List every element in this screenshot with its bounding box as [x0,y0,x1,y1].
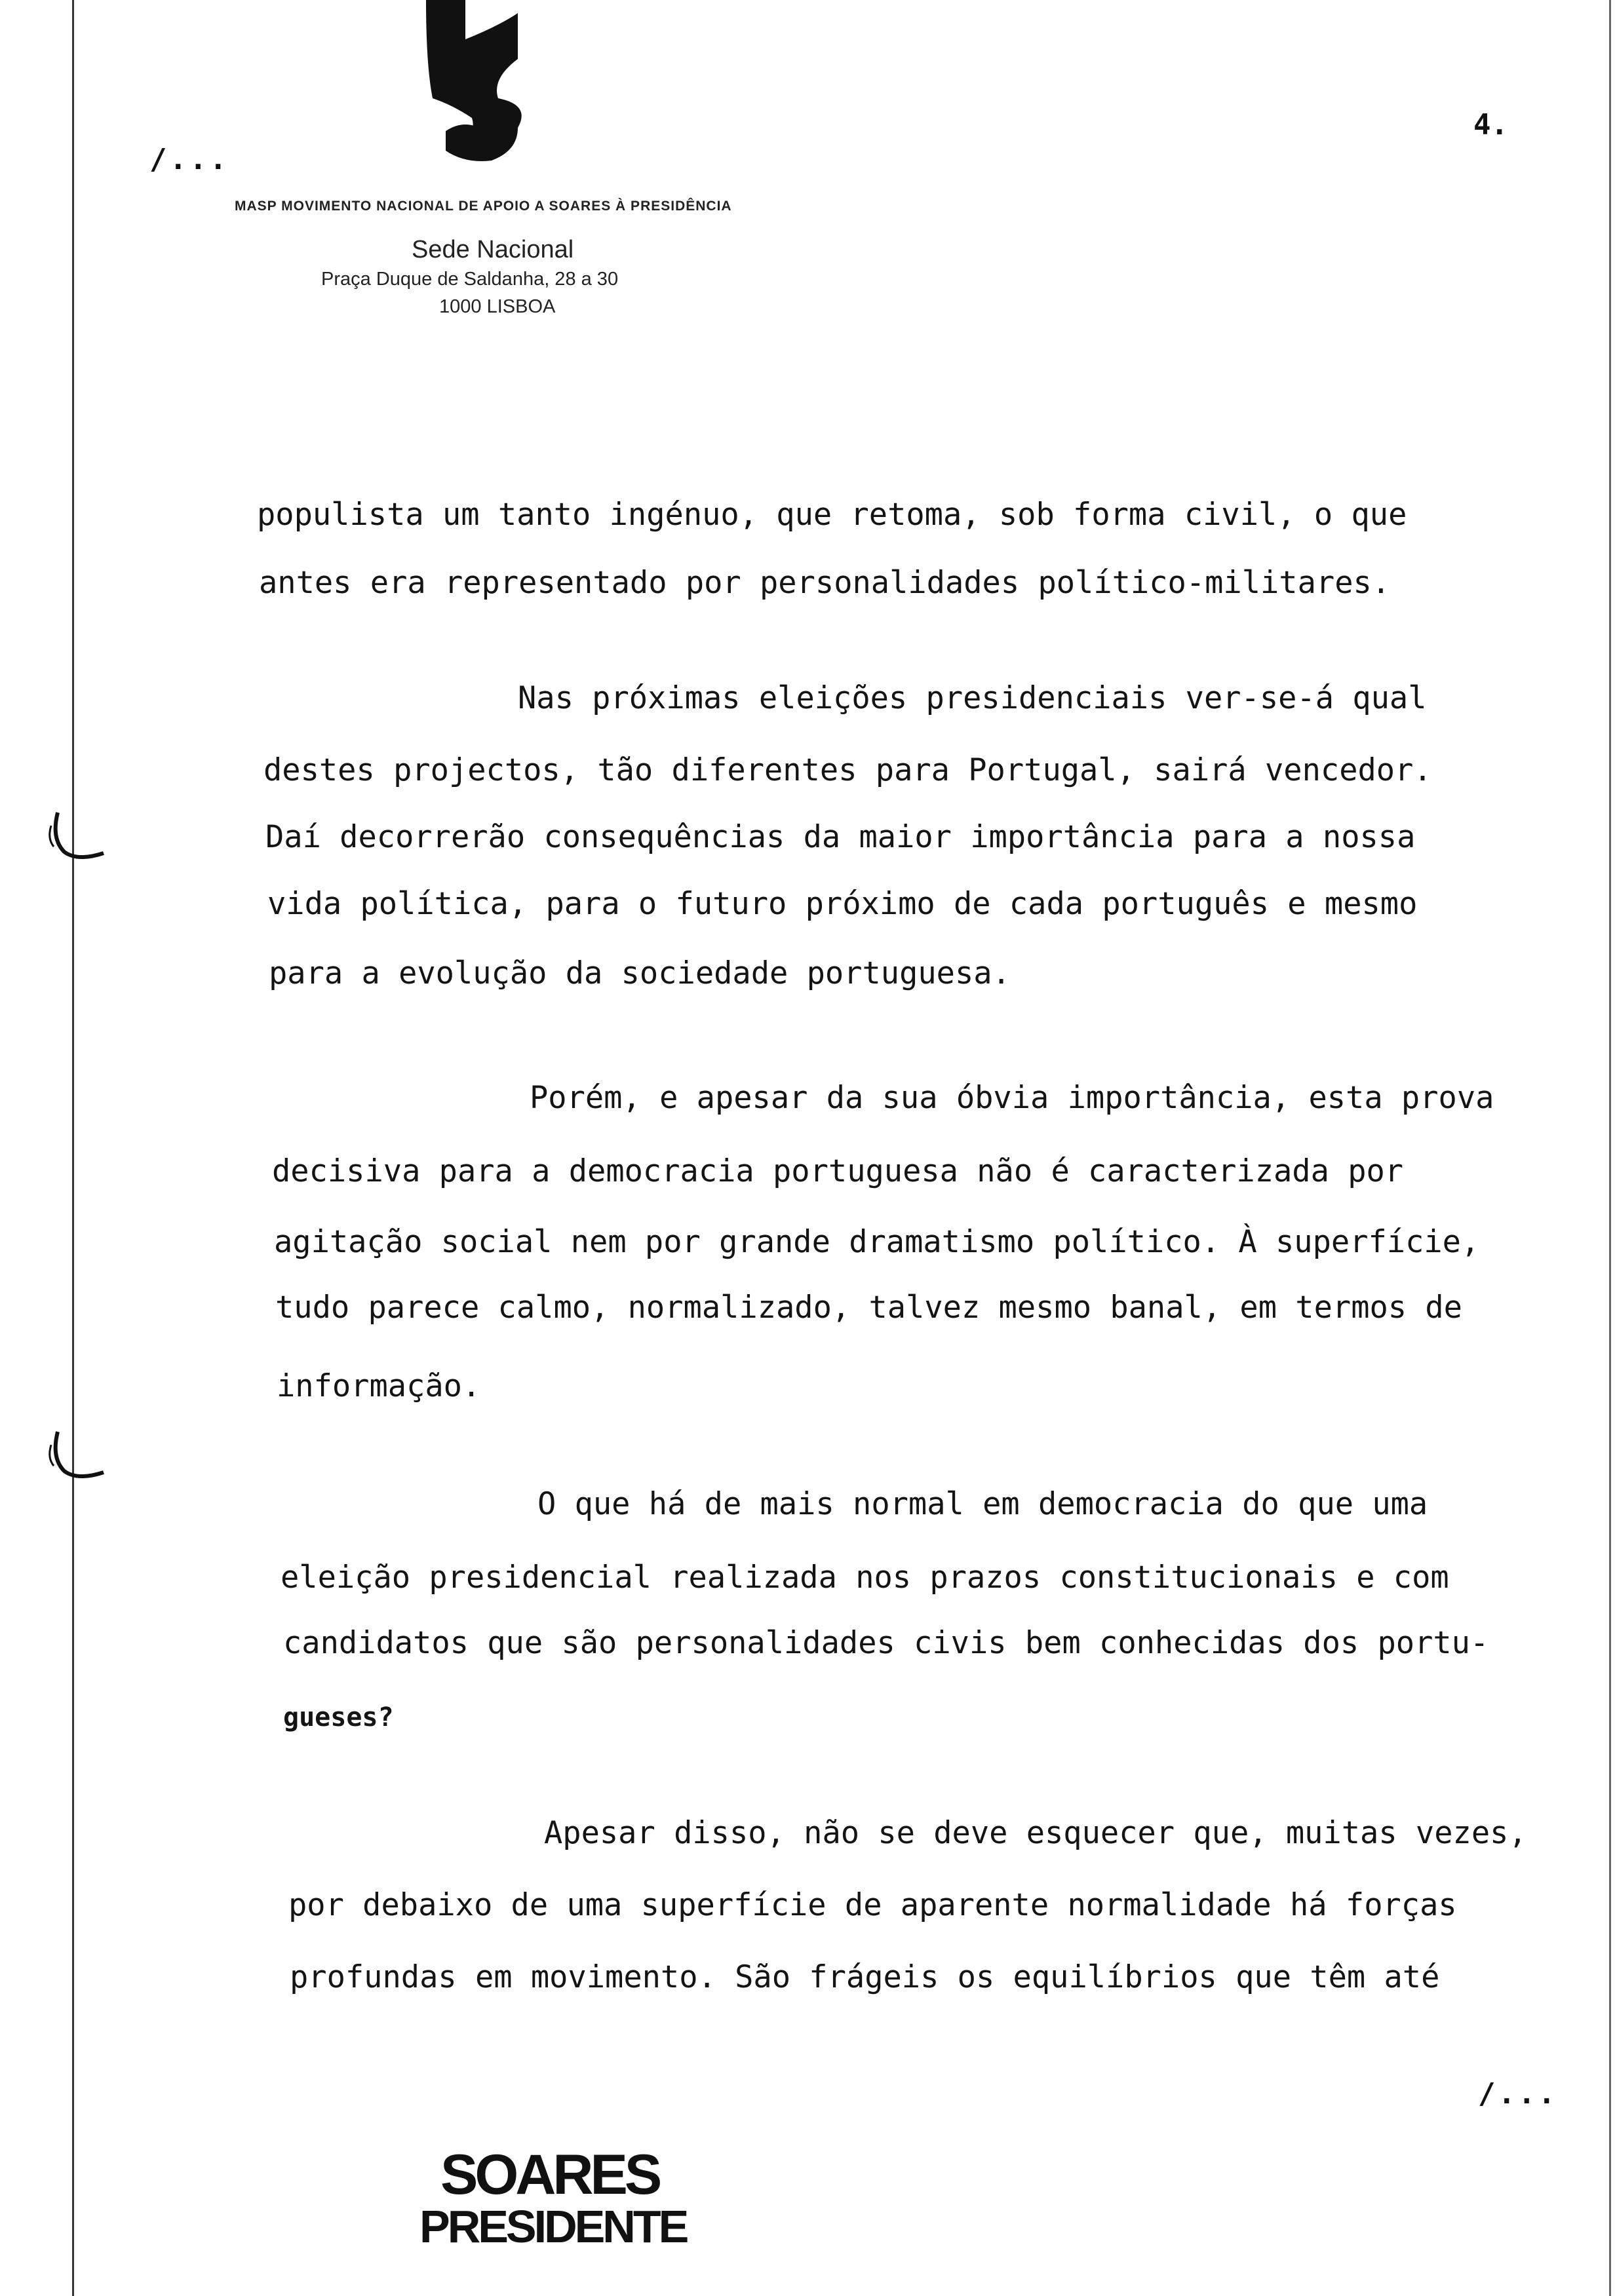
page-number: 4. [1473,108,1508,142]
body-line: decisiva para a democracia portuguesa não é caracterizada por [272,1153,1404,1189]
office-title: Sede Nacional [412,236,574,263]
body-line: gueses? [283,1702,394,1732]
margin-bracket-icon [38,1425,110,1484]
address-line-1: Praça Duque de Saldanha, 28 a 30 [321,269,619,290]
body-line: agitação social nem por grande dramatismo político. À superfície, [274,1224,1480,1260]
body-line: Porém, e apesar da sua óbvia importância, esta prova [530,1080,1494,1116]
continuation-mark-top: /... [149,143,229,176]
body-line: candidatos que são personalidades civis bem conhecidas dos portu- [283,1625,1489,1661]
brand-presidente: PRESIDENTE [419,2201,687,2252]
body-line: tudo parece calmo, normalizado, talvez mesmo banal, em termos de [275,1290,1462,1326]
body-line: para a evolução da sociedade portuguesa. [269,955,1011,991]
body-line: antes era representado por personalidades político-militares. [259,565,1391,601]
body-line: O que há de mais normal em democracia do que uma [537,1486,1428,1522]
body-line: profundas em movimento. São frágeis os equilíbrios que têm até [290,1959,1440,1995]
body-line: por debaixo de uma superfície de aparente normalidade há forças [288,1887,1457,1923]
brand-soares: SOARES [440,2143,659,2206]
body-line: eleição presidencial realizada nos prazos constitucionais e com [281,1559,1449,1596]
organization-line: MASP MOVIMENTO NACIONAL DE APOIO A SOARES À PRESIDÊNCIA [235,199,732,214]
body-line: Daí decorrerão consequências da maior importância para a nossa [265,819,1416,855]
campaign-logo-icon [419,0,590,164]
address-line-2: 1000 LISBOA [439,296,556,317]
right-page-edge [1609,0,1611,2296]
body-line: Nas próximas eleições presidenciais ver-se-á qual [518,680,1427,716]
body-line: vida política, para o futuro próximo de cada português e mesmo [267,886,1418,922]
margin-bracket-icon [38,806,110,865]
continuation-mark-bottom: /... [1478,2077,1558,2111]
body-line: destes projectos, tão diferentes para Portugal, sairá vencedor. [263,752,1432,788]
left-page-edge [72,0,74,2296]
body-line: informação. [277,1368,481,1404]
body-line: Apesar disso, não se deve esquecer que, muitas vezes, [544,1815,1527,1851]
body-line: populista um tanto ingénuo, que retoma, sob forma civil, o que [257,497,1407,533]
